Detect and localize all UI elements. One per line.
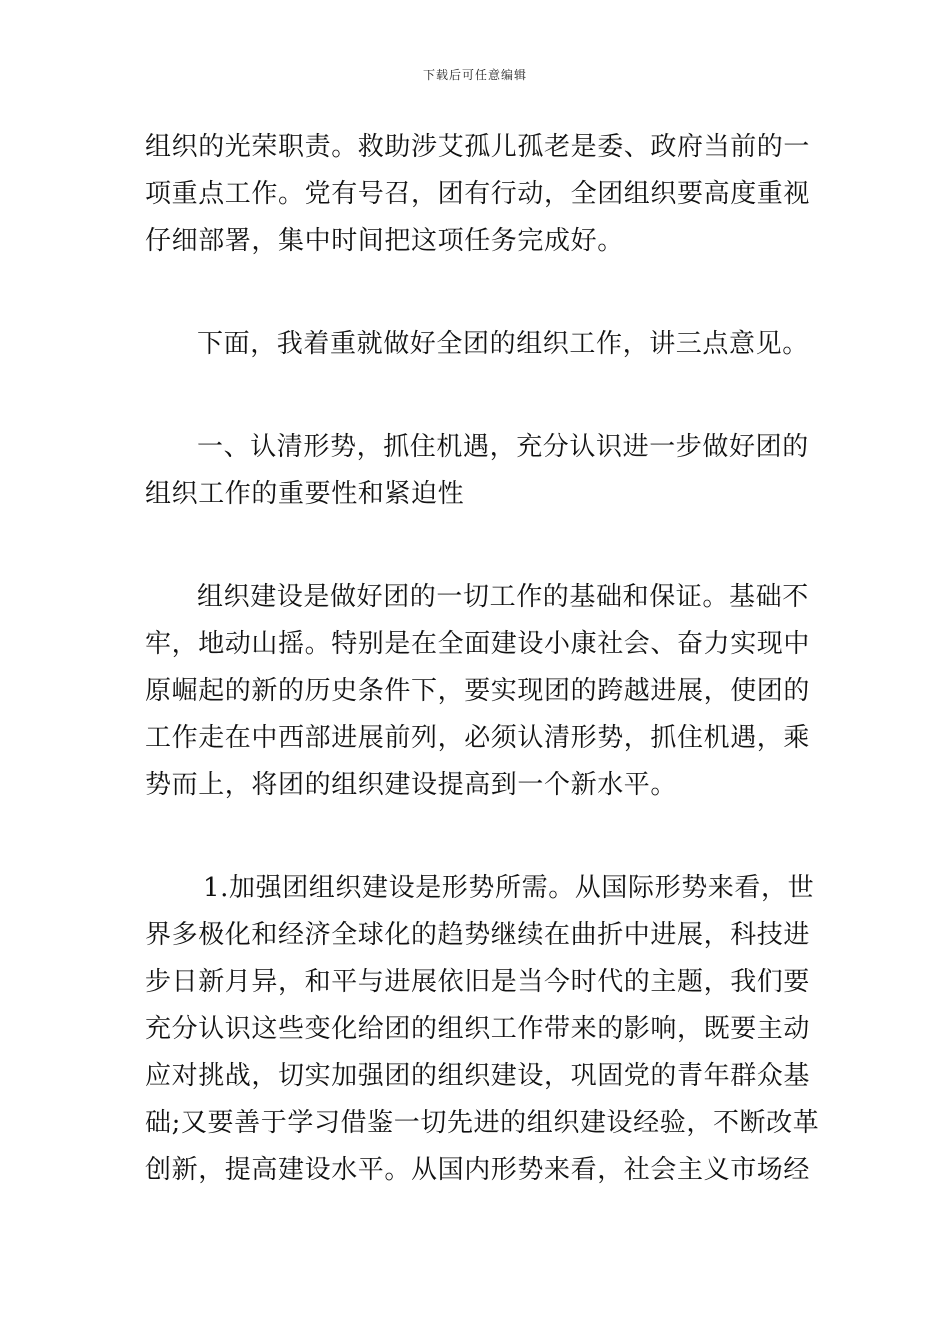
paragraph-2 xyxy=(145,321,815,368)
paragraph-line: 界多极化和经济全球化的趋势继续在曲折中进展，科技进 xyxy=(145,920,811,950)
paragraph-line: 应对挑战，切实加强团的组织建设，巩固党的青年群众基 xyxy=(145,1061,811,1091)
paragraph-line: 创新，提高建设水平。从国内形势来看，社会主义市场经 xyxy=(145,1155,811,1185)
document-body xyxy=(145,124,820,1194)
paragraph-line: 1.加强团组织建设是形势所需。从国际形势来看，世 xyxy=(203,873,815,903)
paragraph-line: 组织建设是做好团的一切工作的基础和保证。基础不 xyxy=(197,582,809,612)
paragraph-line: 础;又要善于学习借鉴一切先进的组织建设经验，不断改革 xyxy=(145,1108,820,1138)
paragraph-line: 充分认识这些变化给团的组织工作带来的影响，既要主动 xyxy=(145,1014,811,1044)
paragraph-line: 步日新月异，和平与进展依旧是当今时代的主题，我们要 xyxy=(145,967,811,997)
paragraph-1 xyxy=(145,124,815,265)
paragraph-line: 原崛起的新的历史条件下，要实现团的跨越进展，使团的 xyxy=(145,676,811,706)
paragraph-line: 下面，我着重就做好全团的组织工作，讲三点意见。 xyxy=(197,329,809,359)
paragraph-line: 仔细部署，集中时间把这项任务完成好。 xyxy=(145,226,624,256)
heading-line: 一、认清形势，抓住机遇，充分认识进一步做好团的 xyxy=(197,432,809,462)
paragraph-line: 势而上，将团的组织建设提高到一个新水平。 xyxy=(145,770,678,800)
paragraph-line: 组织的光荣职责。救助涉艾孤儿孤老是委、政府当前的一 xyxy=(145,132,811,162)
paragraph-4 xyxy=(145,865,820,1194)
paragraph-3 xyxy=(145,574,815,809)
paragraph-line: 牢，地动山摇。特别是在全面建设小康社会、奋力实现中 xyxy=(145,629,811,659)
paragraph-line: 工作走在中西部进展前列，必须认清形势，抓住机遇，乘 xyxy=(145,723,811,753)
heading-line: 组织工作的重要性和紧迫性 xyxy=(145,479,465,509)
paragraph-line: 项重点工作。党有号召，团有行动，全团组织要高度重视 xyxy=(145,179,811,209)
header-note: 下载后可任意编辑 xyxy=(422,68,527,82)
section-heading-1 xyxy=(145,424,815,518)
